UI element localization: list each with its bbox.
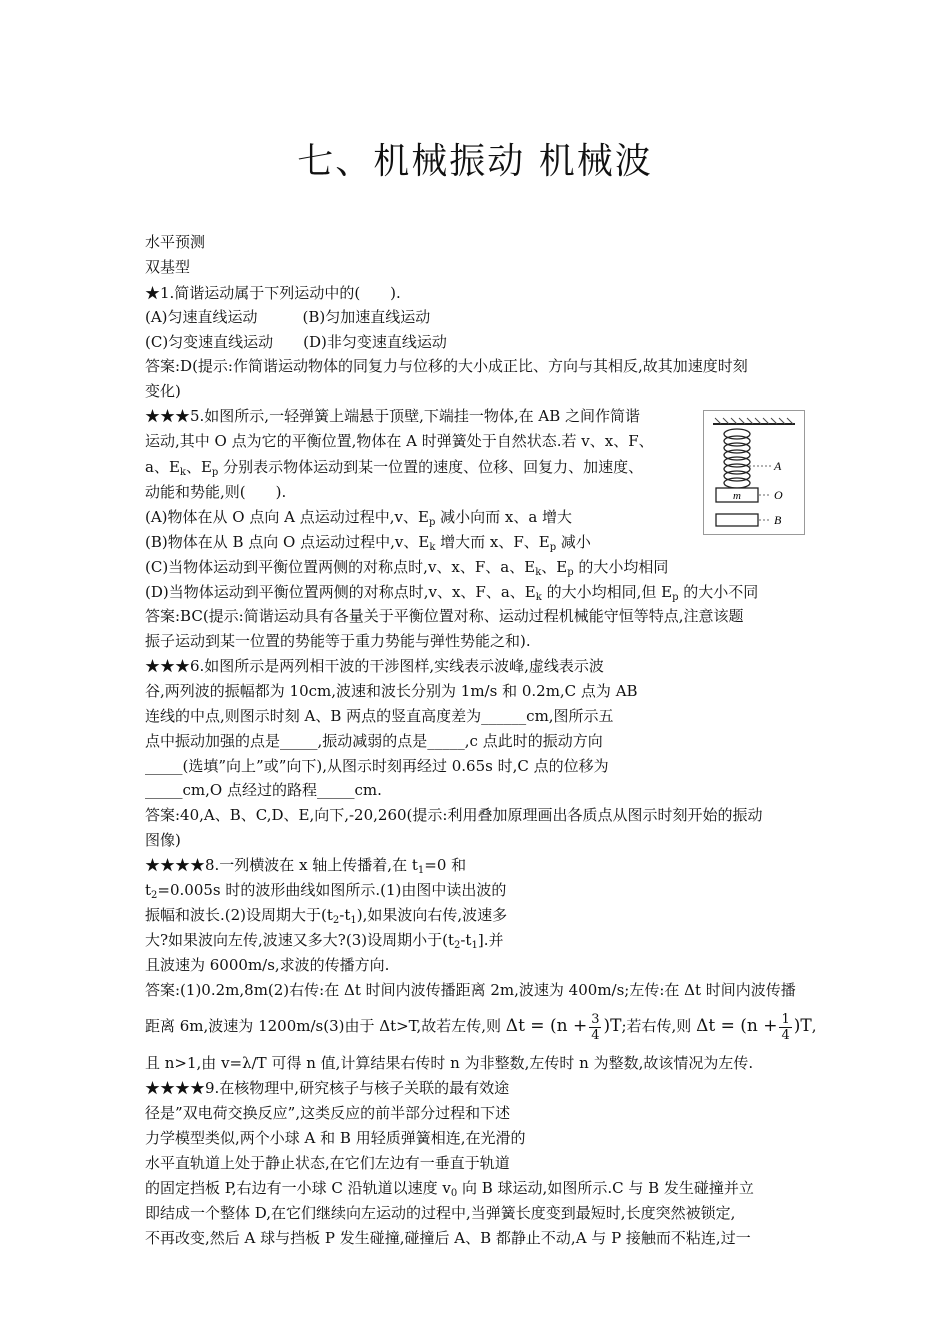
q8-stem-line: ★★★★8.一列横波在 x 轴上传播着,在 $t_1=0$ 和 <box>145 856 467 876</box>
q6-answer-cont: 图像) <box>145 831 181 849</box>
page-title: 七、机械振动 机械波 <box>297 141 653 182</box>
q9-stem-line: 水平直轨道上处于静止状态,在它们左边有一垂直于轨道 <box>145 1154 510 1172</box>
q6-stem-line: 连线的中点,则图示时刻 A、B 两点的竖直高度差为______cm,图所示五 <box>145 707 614 725</box>
q1-options-ab: (A)匀速直线运动 (B)匀加速直线运动 <box>145 308 431 326</box>
q8-stem-line: 振幅和波长.(2)设周期大于$(t_2-t_1)$,如果波向右传,波速多 <box>145 906 508 926</box>
q1-answer-cont: 变化) <box>145 382 181 400</box>
q5-stem-line: ★★★5.如图所示,一轻弹簧上端悬于顶壁,下端挂一物体,在 AB 之间作简谐 <box>145 407 641 425</box>
spring-coil <box>724 429 750 488</box>
q6-stem-line: _____(选填”向上”或”向下),从图示时刻再经过 0.65s 时,C 点的位移为 <box>145 757 609 775</box>
q9-stem-line: 不再改变,然后 A 球与挡板 P 发生碰撞,碰撞后 A、B 都静止不动,A 与 P 接触而不粘连,过一 <box>145 1229 751 1247</box>
q6-stem-line: ★★★6.如图所示是两列相干波的干涉图样,实线表示波峰,虚线表示波 <box>145 657 604 675</box>
q8-stem-line: 大?如果波向左传,波速又多大?(3)设周期小于$(t_2-t_1]$.并 <box>145 931 504 951</box>
q6-stem-line: _____cm,O 点经过的路程_____cm. <box>145 781 382 799</box>
q5-option-d: (D)当物体运动到平衡位置两侧的对称点时,v、x、F、a、$E_k$ 的大小均相同,但 $E_p$ 的大小不同 <box>145 583 759 603</box>
fraction-one-quarter: $\frac{1}{4}$ <box>781 1011 790 1043</box>
q6-answer: 答案:40,A、B、C,D、E,向下,-20,260(提示:利用叠加原理画出各质点从图示时刻开始的振动 <box>145 806 763 824</box>
figure-label-a: A <box>774 459 782 473</box>
q6-stem-line: 点中振动加强的点是_____,振动减弱的点是_____,c 点此时的振动方向 <box>145 732 603 750</box>
q8-stem-line: 且波速为 6000m/s,求波的传播方向. <box>145 956 390 974</box>
q5-stem-line: a、$E_k$、$E_p$ 分别表示物体运动到某一位置的速度、位移、回复力、加速度、 <box>145 458 644 478</box>
q5-answer: 答案:BC(提示:简谐运动具有各量关于平衡位置对称、运动过程机械能守恒等特点,注意该题 <box>145 607 744 625</box>
q8-answer: 答案:(1)0.2m,8m(2)右传:在 Δt 时间内波传播距离 2m,波速为 400m/s;左传:在 Δt 时间内波传播 <box>145 981 796 999</box>
q5-answer-cont: 振子运动到某一位置的势能等于重力势能与弹性势能之和). <box>145 632 531 650</box>
spring-mass-figure <box>703 410 805 535</box>
q5-stem-line: 运动,其中 O 点为它的平衡位置,物体在 A 时弹簧处于自然状态.若 v、x、F、 <box>145 432 654 450</box>
q9-stem-line: 径是”双电荷交换反应”,这类反应的前半部分过程和下述 <box>145 1104 511 1122</box>
q9-stem-line: 即结成一个整体 D,在它们继续向左运动的过程中,当弹簧长度变到最短时,长度突然被锁定, <box>145 1204 736 1222</box>
subsection-heading: 双基型 <box>145 258 191 276</box>
q5-option-c: (C)当物体运动到平衡位置两侧的对称点时,v、x、F、a、$E_k$、$E_p$ 的大小均相同 <box>145 558 669 578</box>
q8-stem-line: $t_2=0.005s$ 时的波形曲线如图所示.(1)由图中读出波的 <box>145 881 507 901</box>
q8-answer-cont: 且 n>1,由 v=λ/T 可得 n 值,计算结果右传时 n 为非整数,左传时 n 为整数,故该情况为左传. <box>145 1054 754 1072</box>
q8-answer-formula-line: 距离 6m,波速为 1200m/s(3)由于 Δt>T,故若左传,则 Δt = (n + $\frac{3}{4}$ )T;若右传,则 Δt = (n + $\frac{1}{4}$ )T, <box>145 1011 817 1043</box>
figure-label-m: m <box>733 490 741 502</box>
q1-answer: 答案:D(提示:作简谐运动物体的同复力与位移的大小成正比、方向与其相反,故其加速度时刻 <box>145 357 748 375</box>
q9-stem-line: 的固定挡板 P,右边有一小球 C 沿轨道以速度 $v_0$ 向 B 球运动,如图所示.C 与 B 发生碰撞并立 <box>145 1179 754 1199</box>
block-position-b <box>716 514 758 526</box>
fraction-three-quarters: $\frac{3}{4}$ <box>591 1011 600 1043</box>
figure-label-o: O <box>774 488 783 502</box>
q5-option-a: (A)物体在从 O 点向 A 点运动过程中,v、$E_p$ 减小向而 x、a 增大 <box>145 508 573 528</box>
q1-stem: ★1.简谐运动属于下列运动中的( ). <box>145 284 401 302</box>
q5-option-b: (B)物体在从 B 点向 O 点运动过程中,v、$E_k$ 增大而 x、F、$E_p$ 减小 <box>145 533 591 553</box>
section-heading: 水平预测 <box>145 233 206 251</box>
q1-options-cd: (C)匀变速直线运动 (D)非匀变速直线运动 <box>145 333 447 351</box>
figure-label-b: B <box>774 513 782 527</box>
q6-stem-line: 谷,两列波的振幅都为 10cm,波速和波长分别为 1m/s 和 0.2m,C 点为 AB <box>145 682 638 700</box>
q9-stem-line: 力学模型类似,两个小球 A 和 B 用轻质弹簧相连,在光滑的 <box>145 1129 526 1147</box>
q5-stem-line: 动能和势能,则( ). <box>145 483 287 501</box>
q9-stem-line: ★★★★9.在核物理中,研究核子与核子关联的最有效途 <box>145 1079 510 1097</box>
